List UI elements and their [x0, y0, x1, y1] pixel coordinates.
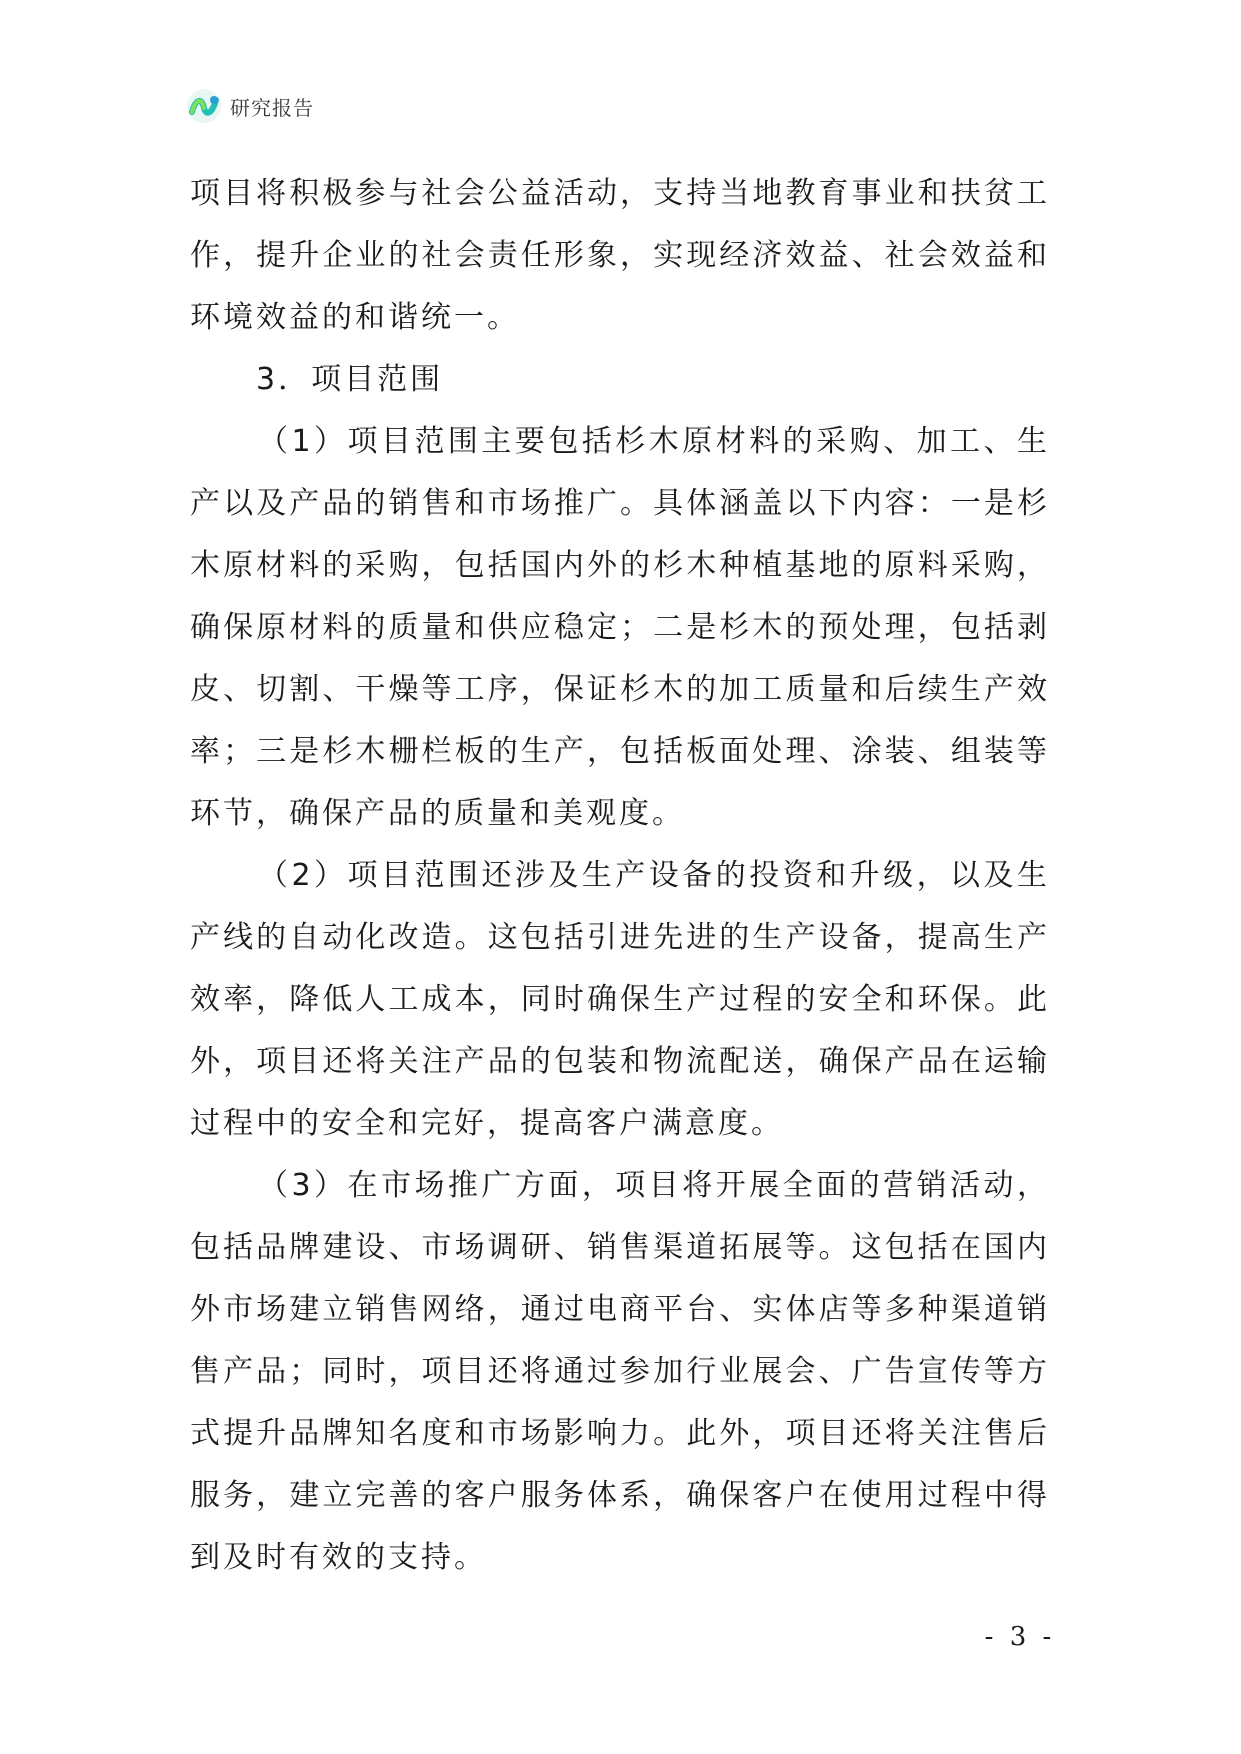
document-body — [190, 163, 1050, 1589]
section-heading: 3．项目范围 — [256, 362, 444, 397]
report-logo-icon — [186, 88, 222, 124]
scope-paragraph-1: （1）项目范围主要包括杉木原材料的采购、加工、生产以及产品的销售和市场推广。具体涵盖以下内容：一是杉木原材料的采购，包括国内外的杉木种植基地的原料采购，确保原材料的质量和供应稳定；二是杉木的预处理，包括剥皮、切割、干燥等工序，保证杉木的加工质量和后续生产效率；三是杉木栅栏板的生产，包括板面处理、涂装、组装等环节，确保产品的质量和美观度。 — [190, 424, 1050, 831]
scope-paragraph-3: （3）在市场推广方面，项目将开展全面的营销活动，包括品牌建设、市场调研、销售渠道拓展等。这包括在国内外市场建立销售网络，通过电商平台、实体店等多种渠道销售产品；同时，项目还将通过参加行业展会、广告宣传等方式提升品牌知名度和市场影响力。此外，项目还将关注售后服务，建立完善的客户服务体系，确保客户在使用过程中得到及时有效的支持。 — [190, 1168, 1050, 1575]
intro-paragraph: 项目将积极参与社会公益活动，支持当地教育事业和扶贫工作，提升企业的社会责任形象，实现经济效益、社会效益和环境效益的和谐统一。 — [190, 176, 1050, 335]
page-header — [186, 86, 314, 126]
page-number: - 3 - — [984, 1622, 1056, 1652]
scope-paragraph-2: （2）项目范围还涉及生产设备的投资和升级，以及生产线的自动化改造。这包括引进先进的生产设备，提高生产效率，降低人工成本，同时确保生产过程的安全和环保。此外，项目还将关注产品的包装和物流配送，确保产品在运输过程中的安全和完好，提高客户满意度。 — [190, 858, 1050, 1141]
header-title: 研究报告 — [230, 95, 314, 120]
